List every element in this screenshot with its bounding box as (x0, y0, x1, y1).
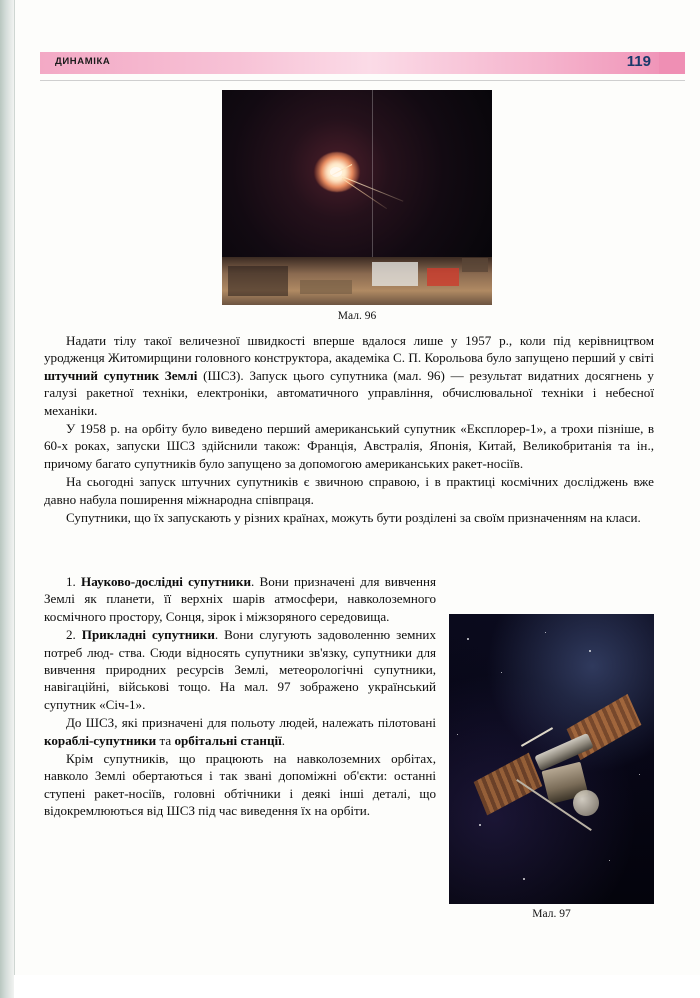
figure-96-seam (372, 90, 373, 257)
header-rule (40, 80, 685, 81)
body-text-full-width (44, 332, 654, 526)
page-binding-line (14, 0, 15, 998)
paragraph: Крім супутників, що працюють на навколоземних орбітах, навколо Землі обертаються і так звані допоміжні об'єкти: останні ступені ракет-носіїв, головні обтічники і деякі інші деталі, що відокремлюються від ШСЗ під час виведення їх на орбіти. (44, 751, 436, 819)
figure-96-detail (228, 266, 288, 296)
star-icon (639, 774, 640, 775)
paragraph: Надати тілу такої величезної швидкості вперше вдалося лише у 1957 р., коли під керівництвом уродженця Житомирщини головного конструктора, академіка С. П. Корольова було запущено перший у світі штучний супутник Землі (ШСЗ). Запуск цього супутника (мал. 96) — результат видатних досягнень у галузі ракетної техніки, електроніки, автоматичного управління, обчислювальної техніки і небесної механіки. (44, 333, 654, 418)
paragraph: На сьогодні запуск штучних супутників є звичною справою, і в практиці космічних досліджень вже давно набула поширення міжнародна співпраця. (44, 474, 654, 507)
figure-96-detail (462, 258, 488, 272)
figure-96-detail (372, 262, 418, 286)
satellite-dish-icon (573, 790, 599, 816)
star-icon (479, 824, 481, 826)
figure-96-detail (300, 280, 352, 294)
body-text-left-column (44, 573, 436, 820)
figure-96-caption: Мал. 96 (337, 310, 377, 322)
paragraph: 2. Прикладні супутники. Вони слугують задоволенню земних потреб люд- ства. Сюди відносять супутники зв'язку, супутники для вивчення природних ресурсів Землі, метеорологічні супутники, навігаційні, військові тощо. На мал. 97 зображено український супутник «Січ-1». (44, 627, 436, 712)
figure-96-detail (427, 268, 459, 286)
star-icon (589, 650, 591, 652)
star-icon (457, 734, 458, 735)
star-icon (545, 632, 546, 633)
paragraph: До ШСЗ, які призначені для польоту людей, належать пілотовані кораблі-супутники та орбітальні станції. (44, 715, 436, 748)
page-bottom-margin (14, 975, 700, 998)
star-icon (523, 878, 525, 880)
figure-96-image (222, 90, 492, 305)
page-binding-edge (0, 0, 14, 998)
paragraph: 1. Науково-дослідні супутники. Вони призначені для вивчення Землі як планети, її верхніх шарів атмосфери, навколоземного космічного простору, Сонця, зірок і міжзоряного середовища. (44, 574, 436, 624)
figure-97-caption: Мал. 97 (532, 908, 571, 920)
figure-97-image (449, 614, 654, 904)
paragraph: У 1958 р. на орбіту було виведено перший американський супутник «Експлорер-1», а трохи пізніше, в 60-х роках, запуски ШСЗ здійснили також: Франція, Австралія, Японія, Китай, Великобританія та ін., причому багато супутників було запущено за допомогою американських ракет-носіїв. (44, 421, 654, 471)
star-icon (501, 672, 502, 673)
header-edge-tab (659, 52, 685, 74)
star-icon (467, 638, 469, 640)
chapter-title: ДИНАМІКА (55, 56, 111, 67)
paragraph: Супутники, що їх запускають у різних країнах, можуть бути розділені за своїм призначенням на класи. (66, 510, 641, 526)
star-icon (609, 860, 610, 861)
page-header (40, 52, 685, 74)
page-number: 119 (626, 53, 651, 70)
